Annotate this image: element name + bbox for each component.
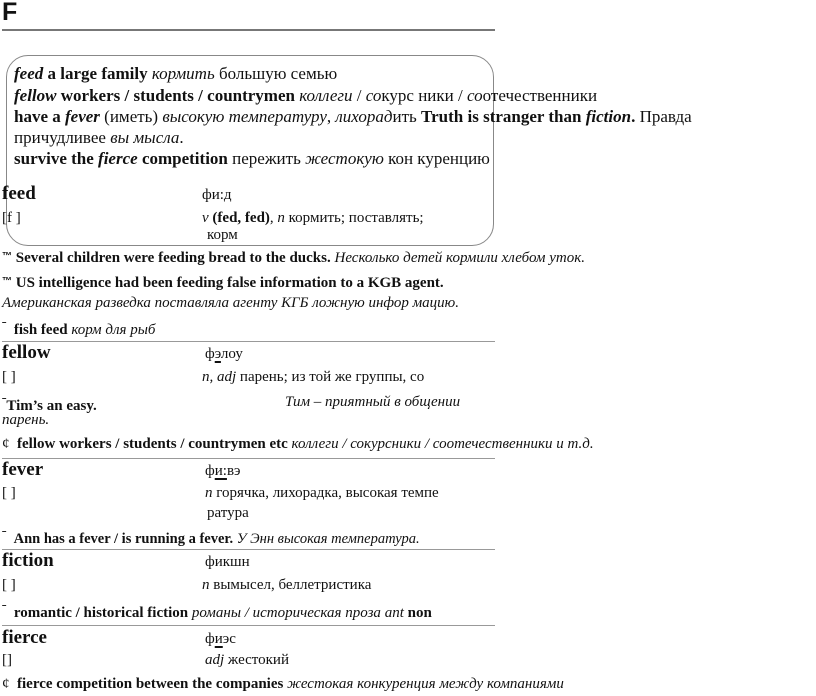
headword-feed: feed: [2, 183, 36, 204]
example-fellow-1-translation-cont: парень.: [2, 412, 50, 428]
example-fellow-1-translation: Тим – приятный в общении: [285, 394, 461, 410]
collocation-line-5: survive the fierce competition пережить жестокую кон куренцию: [14, 149, 490, 168]
definition-fever-cont: ратура: [207, 505, 249, 521]
example-marker: ¢: [2, 676, 10, 692]
example-fellow-2: ¢ fellow workers / students / countrymen etc коллеги / сокурсники / соотечественники и т.д.: [2, 436, 594, 452]
example-feed-2: ™ US intelligence had been feeding false information to a KGB agent.: [2, 275, 444, 291]
example-marker: ™: [2, 251, 12, 262]
definition-feed: v (fed, fed), n кормить; поставлять;: [202, 210, 424, 226]
definition-feed-cont: корм: [207, 227, 238, 243]
pronunciation-fiction: фикшн: [205, 554, 250, 570]
example-fellow-1: ˉTim’s an easy.: [2, 394, 97, 414]
entry-separator: [2, 549, 495, 550]
pronunciation-fever: фи:вэ: [205, 463, 241, 479]
example-marker: ˉ: [2, 394, 7, 409]
section-letter: F: [2, 0, 18, 26]
example-marker: ˉ: [2, 318, 7, 333]
transcription-fiction: [ ]: [2, 577, 16, 593]
example-fiction-1: ˉ romantic / historical fiction романы / историческая проза ant non: [2, 601, 432, 621]
entry-separator: [2, 458, 495, 459]
pronunciation-fierce: фиэс: [205, 631, 236, 647]
entry-separator: [2, 625, 495, 626]
example-feed-1: ™ Several children were feeding bread to the ducks. Несколько детей кормили хлебом уток.: [2, 250, 586, 266]
collocation-line-4: причудливее вы мысла.: [14, 128, 184, 147]
collocation-line-1: feed a large family кормить большую семью: [14, 64, 338, 83]
headword-fierce: fierce: [2, 627, 47, 648]
term: feed: [14, 64, 44, 83]
example-marker: ˉ: [2, 527, 7, 542]
example-marker: ™: [2, 276, 12, 287]
definition-fierce: adj жестокий: [205, 652, 289, 668]
definition-fiction: n вымысел, беллетристика: [202, 577, 372, 593]
pronunciation-fellow: фэлоу: [205, 346, 243, 362]
headword-fiction: fiction: [2, 550, 54, 571]
collocation-line-3: have a fever (иметь) высокую температуру, лихорадить Truth is stranger than fiction. Правда: [14, 107, 692, 126]
transcription-feed: [f ]: [2, 210, 21, 226]
headword-fellow: fellow: [2, 342, 51, 363]
example-marker: ˉ: [2, 601, 7, 616]
example-fever-1: ˉ Ann has a fever / is running a fever. У Энн высокая температура.: [2, 527, 420, 547]
transcription-fever: [ ]: [2, 485, 16, 501]
example-marker: ¢: [2, 436, 10, 452]
definition-fellow: n, adj парень; из той же группы, со: [202, 369, 425, 385]
transcription-fierce: []: [2, 652, 12, 668]
example-feed-3: ˉ fish feed корм для рыб: [2, 318, 156, 338]
collocation-line-2: fellow workers / students / countrymen коллеги / сокурс ники / соотечественники: [14, 86, 598, 105]
definition-fever: n горячка, лихорадка, высокая темпе: [205, 485, 439, 501]
entry-separator: [2, 341, 495, 342]
example-feed-2-translation: Американская разведка поставляла агенту КГБ ложную инфор мацию.: [2, 295, 459, 311]
example-fierce-1: ¢ fierce competition between the companies жестокая конкуренция между компаниями: [2, 676, 564, 692]
pronunciation-feed: фи:д: [202, 187, 232, 203]
header-rule: [2, 29, 495, 31]
headword-fever: fever: [2, 459, 44, 480]
transcription-fellow: [ ]: [2, 369, 16, 385]
